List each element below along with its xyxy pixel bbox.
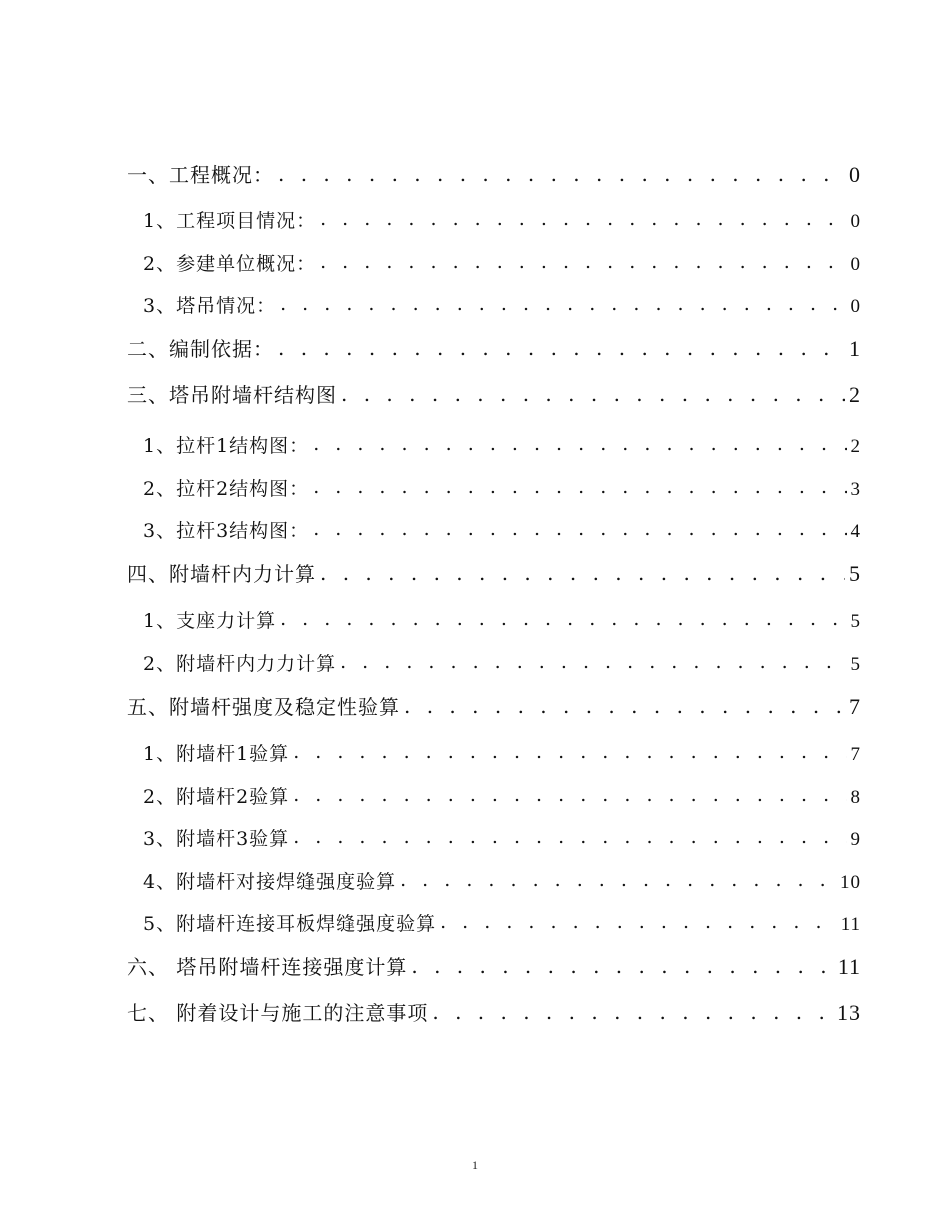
toc-entry-label: 六、 塔吊附墙杆连接强度计算 [127, 955, 408, 979]
toc-entry-label: 2、附墙杆内力力计算 [143, 653, 337, 675]
toc-dot-leader [440, 913, 837, 936]
toc-entry-page-number: 1 [849, 336, 861, 361]
toc-entry-label: 1、工程项目情况： [143, 210, 317, 232]
toc-dot-leader [341, 384, 845, 408]
toc-entry[interactable] [143, 779, 861, 809]
toc-entry-label: 3、塔吊情况： [143, 295, 277, 317]
toc-entry-label: 4、附墙杆对接焊缝强度验算 [143, 871, 397, 893]
toc-entry-page-number: 9 [850, 829, 861, 850]
toc-dot-leader [293, 743, 846, 766]
toc-dot-leader [278, 164, 845, 188]
toc-entry[interactable] [143, 203, 861, 233]
toc-entry-page-number: 5 [850, 611, 861, 632]
toc-entry-page-number: 13 [837, 1000, 861, 1025]
toc-entry-page-number: 0 [850, 254, 861, 275]
toc-dot-leader [432, 1002, 833, 1026]
toc-entry-label: 七、 附着设计与施工的注意事项 [127, 1001, 429, 1025]
toc-dot-leader [278, 338, 845, 362]
toc-entry-page-number: 4 [850, 521, 861, 542]
toc-entry-page-number: 7 [850, 744, 861, 765]
toc-dot-leader [404, 696, 845, 720]
toc-entry-page-number: 3 [850, 479, 861, 500]
toc-entry[interactable] [127, 690, 861, 720]
toc-entry[interactable] [143, 246, 861, 276]
toc-dot-leader [320, 253, 846, 276]
toc-entry-page-number: 0 [850, 211, 861, 232]
toc-entry-label: 三、塔吊附墙杆结构图 [127, 383, 337, 407]
toc-dot-leader [293, 828, 846, 851]
toc-entry-label: 2、拉杆2结构图： [143, 478, 310, 500]
toc-entry[interactable] [127, 557, 861, 587]
toc-entry-page-number: 5 [850, 654, 861, 675]
toc-dot-leader [400, 871, 836, 894]
toc-entry-label: 1、支座力计算 [143, 610, 277, 632]
toc-entry-label: 5、附墙杆连接耳板焊缝强度验算 [143, 913, 437, 935]
toc-entry-label: 一、工程概况： [127, 163, 274, 187]
toc-entry-label: 四、附墙杆内力计算 [127, 562, 316, 586]
toc-entry-label: 3、拉杆3结构图： [143, 520, 310, 542]
toc-entry[interactable] [143, 736, 861, 766]
toc-entry[interactable] [143, 864, 861, 894]
toc-entry[interactable] [143, 288, 861, 318]
toc-dot-leader [320, 210, 846, 233]
toc-entry[interactable] [127, 950, 861, 980]
toc-entry-page-number: 11 [840, 914, 861, 935]
toc-entry-page-number: 5 [849, 561, 861, 586]
toc-entry[interactable] [127, 332, 861, 362]
toc-entry-page-number: 8 [850, 787, 861, 808]
toc-entry[interactable] [143, 906, 861, 936]
toc-dot-leader [313, 435, 846, 458]
toc-dot-leader [313, 478, 846, 501]
toc-entry[interactable] [143, 513, 861, 543]
toc-entry[interactable] [143, 821, 861, 851]
toc-dot-leader [280, 295, 846, 318]
toc-entry[interactable] [127, 996, 861, 1026]
toc-entry-label: 1、拉杆1结构图： [143, 435, 310, 457]
toc-dot-leader [280, 610, 846, 633]
toc-entry[interactable] [143, 428, 861, 458]
toc-dot-leader [313, 520, 846, 543]
toc-entry-page-number: 7 [849, 694, 861, 719]
toc-dot-leader [320, 563, 845, 587]
page-number-footer: 1 [472, 1158, 478, 1172]
toc-entry-label: 1、附墙杆1验算 [143, 743, 290, 765]
toc-entry[interactable] [143, 471, 861, 501]
toc-entry-page-number: 10 [840, 872, 861, 893]
toc-entry-label: 2、附墙杆2验算 [143, 786, 290, 808]
toc-entry[interactable] [127, 158, 861, 188]
toc-entry-label: 五、附墙杆强度及稳定性验算 [127, 695, 400, 719]
toc-entry-label: 2、参建单位概况： [143, 253, 317, 275]
toc-entry-page-number: 2 [850, 436, 861, 457]
toc-entry-page-number: 0 [849, 162, 861, 187]
toc-dot-leader [340, 653, 846, 676]
toc-entry[interactable] [127, 378, 861, 408]
toc-entry-label: 3、附墙杆3验算 [143, 828, 290, 850]
toc-entry-page-number: 0 [850, 296, 861, 317]
toc-entry-page-number: 2 [849, 382, 861, 407]
toc-entry[interactable] [143, 646, 861, 676]
toc-entry-page-number: 11 [837, 954, 861, 979]
toc-dot-leader [293, 786, 846, 809]
toc-entry-label: 二、编制依据： [127, 337, 274, 361]
toc-entry[interactable] [143, 603, 861, 633]
toc-dot-leader [411, 956, 833, 980]
